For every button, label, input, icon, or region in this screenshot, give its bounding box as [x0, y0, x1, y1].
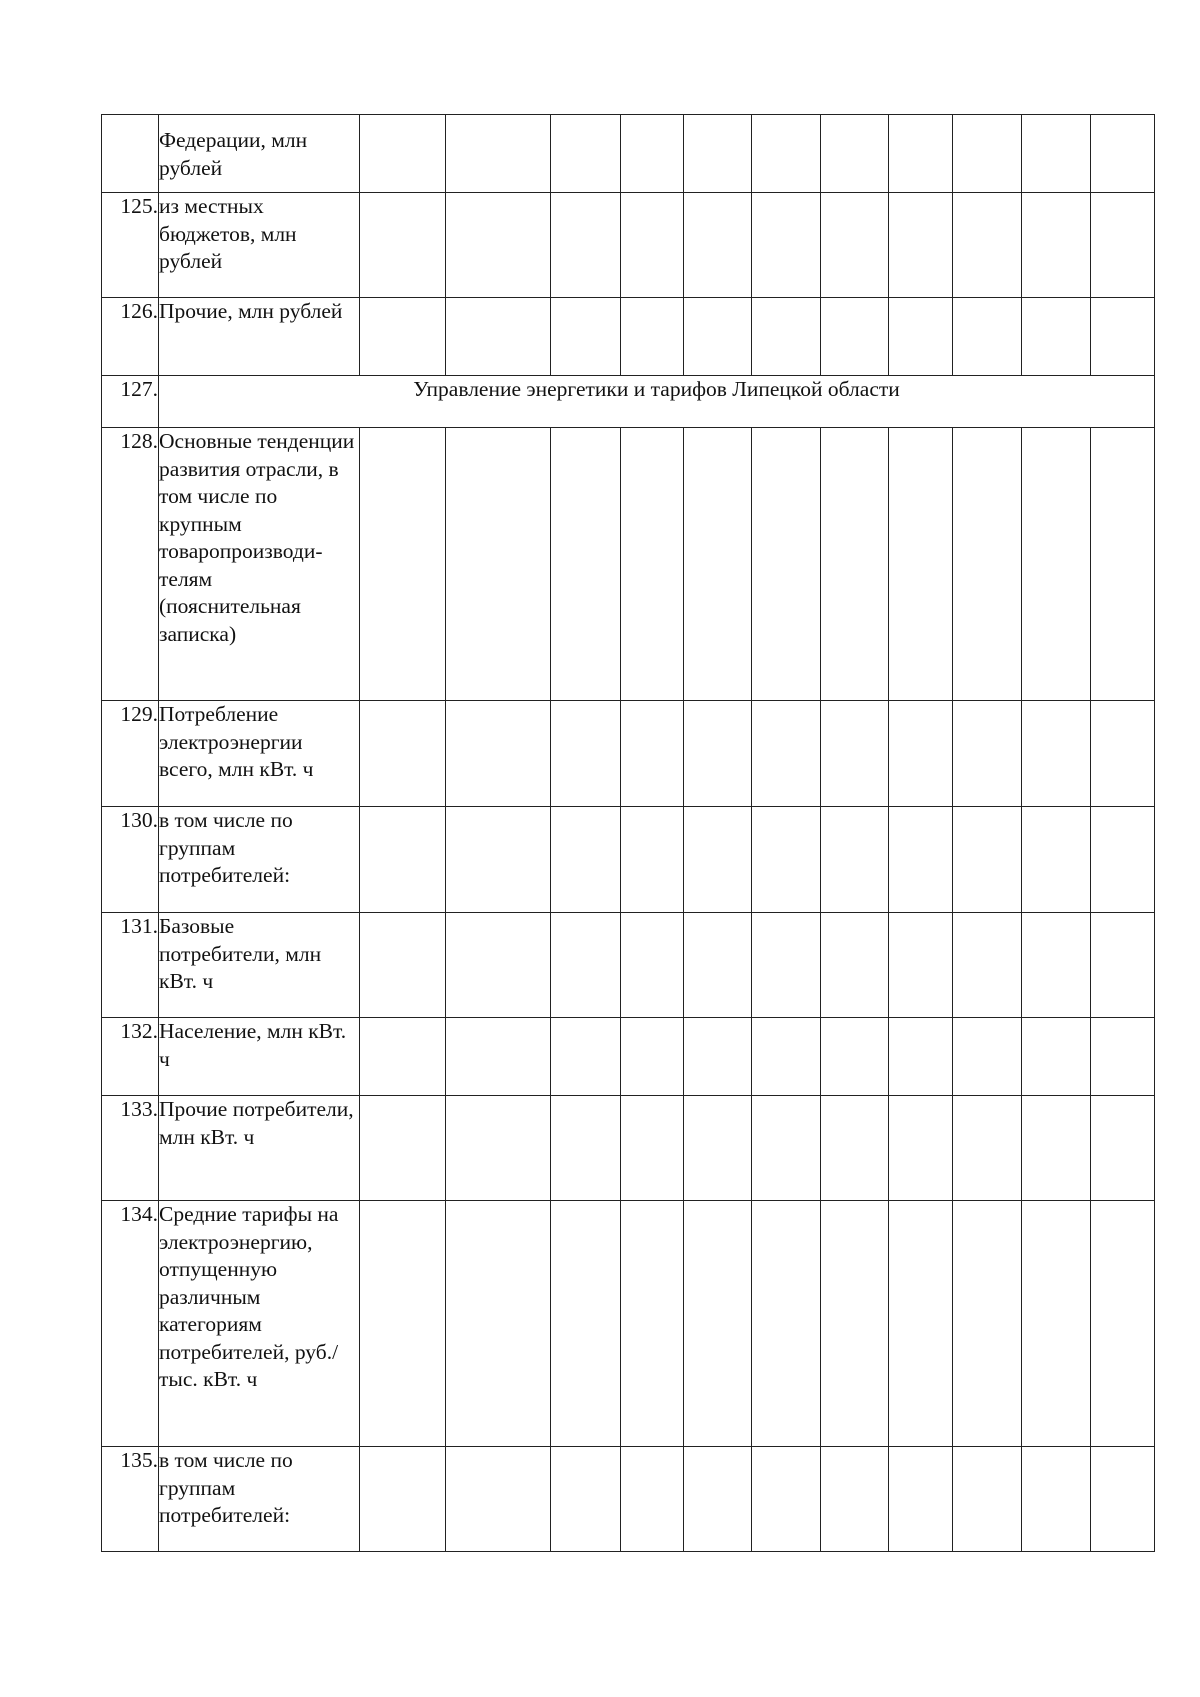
data-cell [360, 1096, 446, 1201]
data-cell [684, 1018, 752, 1096]
data-cell [889, 428, 953, 701]
row-number: 133. [102, 1096, 159, 1201]
data-cell [1091, 807, 1155, 913]
data-cell [1091, 428, 1155, 701]
row-description: из местных бюджетов, млн рублей [159, 193, 360, 298]
data-cell [551, 1447, 621, 1552]
data-cell [684, 115, 752, 193]
data-cell [360, 1201, 446, 1447]
row-description: Прочие потребители, млн кВт. ч [159, 1096, 360, 1201]
data-cell [684, 913, 752, 1018]
data-cell [889, 701, 953, 807]
data-cell [1022, 1201, 1091, 1447]
data-cell [360, 1018, 446, 1096]
data-cell [821, 701, 889, 807]
data-cell [1091, 115, 1155, 193]
row-description: Средние тарифы на электроэнергию, отпущенную различным категориям потребителей, руб./тыс. кВт. ч [159, 1201, 360, 1447]
data-cell [821, 1447, 889, 1552]
row-number: 132. [102, 1018, 159, 1096]
data-cell [889, 1201, 953, 1447]
data-cell [821, 193, 889, 298]
data-cell [446, 1096, 551, 1201]
table-row [102, 115, 1155, 193]
data-cell [446, 1018, 551, 1096]
table-row [102, 1018, 1155, 1096]
data-cell [446, 193, 551, 298]
table-row [102, 701, 1155, 807]
data-cell [752, 193, 821, 298]
data-cell [684, 1096, 752, 1201]
data-cell [752, 428, 821, 701]
data-cell [621, 1201, 684, 1447]
data-cell [621, 913, 684, 1018]
data-cell [752, 1447, 821, 1552]
data-cell [621, 428, 684, 701]
data-cell [752, 913, 821, 1018]
indicator-table [101, 114, 1155, 1552]
data-cell [551, 1201, 621, 1447]
row-number: 128. [102, 428, 159, 701]
data-cell [821, 428, 889, 701]
data-cell [446, 701, 551, 807]
row-description: Федерации, млн рублей [159, 115, 360, 193]
table-row [102, 193, 1155, 298]
row-description: в том числе по группам потребителей: [159, 807, 360, 913]
data-cell [684, 807, 752, 913]
data-cell [889, 193, 953, 298]
data-cell [360, 807, 446, 913]
data-cell [821, 913, 889, 1018]
data-cell [684, 428, 752, 701]
data-cell [752, 701, 821, 807]
data-cell [360, 115, 446, 193]
data-cell [889, 913, 953, 1018]
data-cell [684, 1201, 752, 1447]
data-cell [889, 115, 953, 193]
data-cell [446, 1201, 551, 1447]
data-cell [1091, 1096, 1155, 1201]
data-cell [1091, 913, 1155, 1018]
data-cell [446, 1447, 551, 1552]
data-cell [1091, 1018, 1155, 1096]
data-cell [752, 298, 821, 376]
row-number: 134. [102, 1201, 159, 1447]
row-number: 130. [102, 807, 159, 913]
row-description: Потребление электроэнергии всего, млн кВт. ч [159, 701, 360, 807]
data-cell [551, 1018, 621, 1096]
data-cell [889, 1096, 953, 1201]
data-cell [1022, 1018, 1091, 1096]
data-cell [551, 115, 621, 193]
table-row [102, 1447, 1155, 1552]
table-row [102, 298, 1155, 376]
data-cell [953, 1096, 1022, 1201]
data-cell [752, 1096, 821, 1201]
data-cell [621, 807, 684, 913]
data-cell [360, 193, 446, 298]
table-row [102, 913, 1155, 1018]
table-row [102, 807, 1155, 913]
data-cell [953, 1447, 1022, 1552]
row-number: 125. [102, 193, 159, 298]
data-cell [551, 298, 621, 376]
data-cell [446, 298, 551, 376]
data-cell [1022, 115, 1091, 193]
table-row [102, 1096, 1155, 1201]
data-cell [684, 193, 752, 298]
data-cell [551, 701, 621, 807]
data-cell [1091, 1201, 1155, 1447]
data-cell [953, 115, 1022, 193]
data-cell [821, 1096, 889, 1201]
data-cell [446, 115, 551, 193]
row-number [102, 115, 159, 193]
data-cell [621, 1018, 684, 1096]
row-number: 129. [102, 701, 159, 807]
data-cell [1022, 701, 1091, 807]
data-cell [621, 701, 684, 807]
data-cell [953, 807, 1022, 913]
data-cell [953, 428, 1022, 701]
data-cell [821, 115, 889, 193]
data-cell [1091, 701, 1155, 807]
data-cell [551, 193, 621, 298]
data-cell [889, 298, 953, 376]
data-cell [684, 1447, 752, 1552]
data-cell [551, 428, 621, 701]
data-cell [621, 1447, 684, 1552]
row-number: 127. [102, 376, 159, 428]
data-cell [360, 913, 446, 1018]
data-cell [1091, 298, 1155, 376]
data-cell [1022, 1447, 1091, 1552]
data-cell [889, 1018, 953, 1096]
data-cell [360, 428, 446, 701]
data-cell [684, 298, 752, 376]
data-cell [821, 807, 889, 913]
data-cell [1091, 193, 1155, 298]
data-cell [360, 701, 446, 807]
data-cell [1022, 1096, 1091, 1201]
data-cell [1022, 913, 1091, 1018]
row-description: Базовые потребители, млн кВт. ч [159, 913, 360, 1018]
data-cell [953, 1018, 1022, 1096]
data-cell [621, 193, 684, 298]
data-cell [953, 298, 1022, 376]
row-number: 131. [102, 913, 159, 1018]
data-cell [1022, 193, 1091, 298]
data-cell [1022, 298, 1091, 376]
data-cell [752, 115, 821, 193]
data-cell [821, 1018, 889, 1096]
data-cell [621, 1096, 684, 1201]
data-cell [821, 1201, 889, 1447]
data-cell [953, 193, 1022, 298]
table-row [102, 1201, 1155, 1447]
table-row-section [102, 376, 1155, 428]
data-cell [684, 701, 752, 807]
data-cell [889, 807, 953, 913]
data-cell [953, 701, 1022, 807]
row-description: Основные тенденции развития отрасли, в том числе по крупным товаропроизводи-телям (пояснительная записка) [159, 428, 360, 701]
data-cell [752, 1018, 821, 1096]
data-cell [551, 807, 621, 913]
row-description: в том числе по группам потребителей: [159, 1447, 360, 1552]
section-heading: Управление энергетики и тарифов Липецкой области [159, 376, 1155, 428]
data-cell [551, 1096, 621, 1201]
data-cell [446, 428, 551, 701]
data-cell [621, 298, 684, 376]
data-cell [360, 1447, 446, 1552]
data-cell [621, 115, 684, 193]
row-number: 135. [102, 1447, 159, 1552]
data-cell [953, 913, 1022, 1018]
row-description: Прочие, млн рублей [159, 298, 360, 376]
row-description: Население, млн кВт. ч [159, 1018, 360, 1096]
data-cell [446, 913, 551, 1018]
data-cell [821, 298, 889, 376]
data-cell [446, 807, 551, 913]
row-number: 126. [102, 298, 159, 376]
data-cell [360, 298, 446, 376]
data-cell [752, 1201, 821, 1447]
data-cell [551, 913, 621, 1018]
data-cell [1022, 807, 1091, 913]
data-cell [889, 1447, 953, 1552]
data-cell [953, 1201, 1022, 1447]
data-cell [1022, 428, 1091, 701]
data-cell [752, 807, 821, 913]
data-cell [1091, 1447, 1155, 1552]
table-row [102, 428, 1155, 701]
